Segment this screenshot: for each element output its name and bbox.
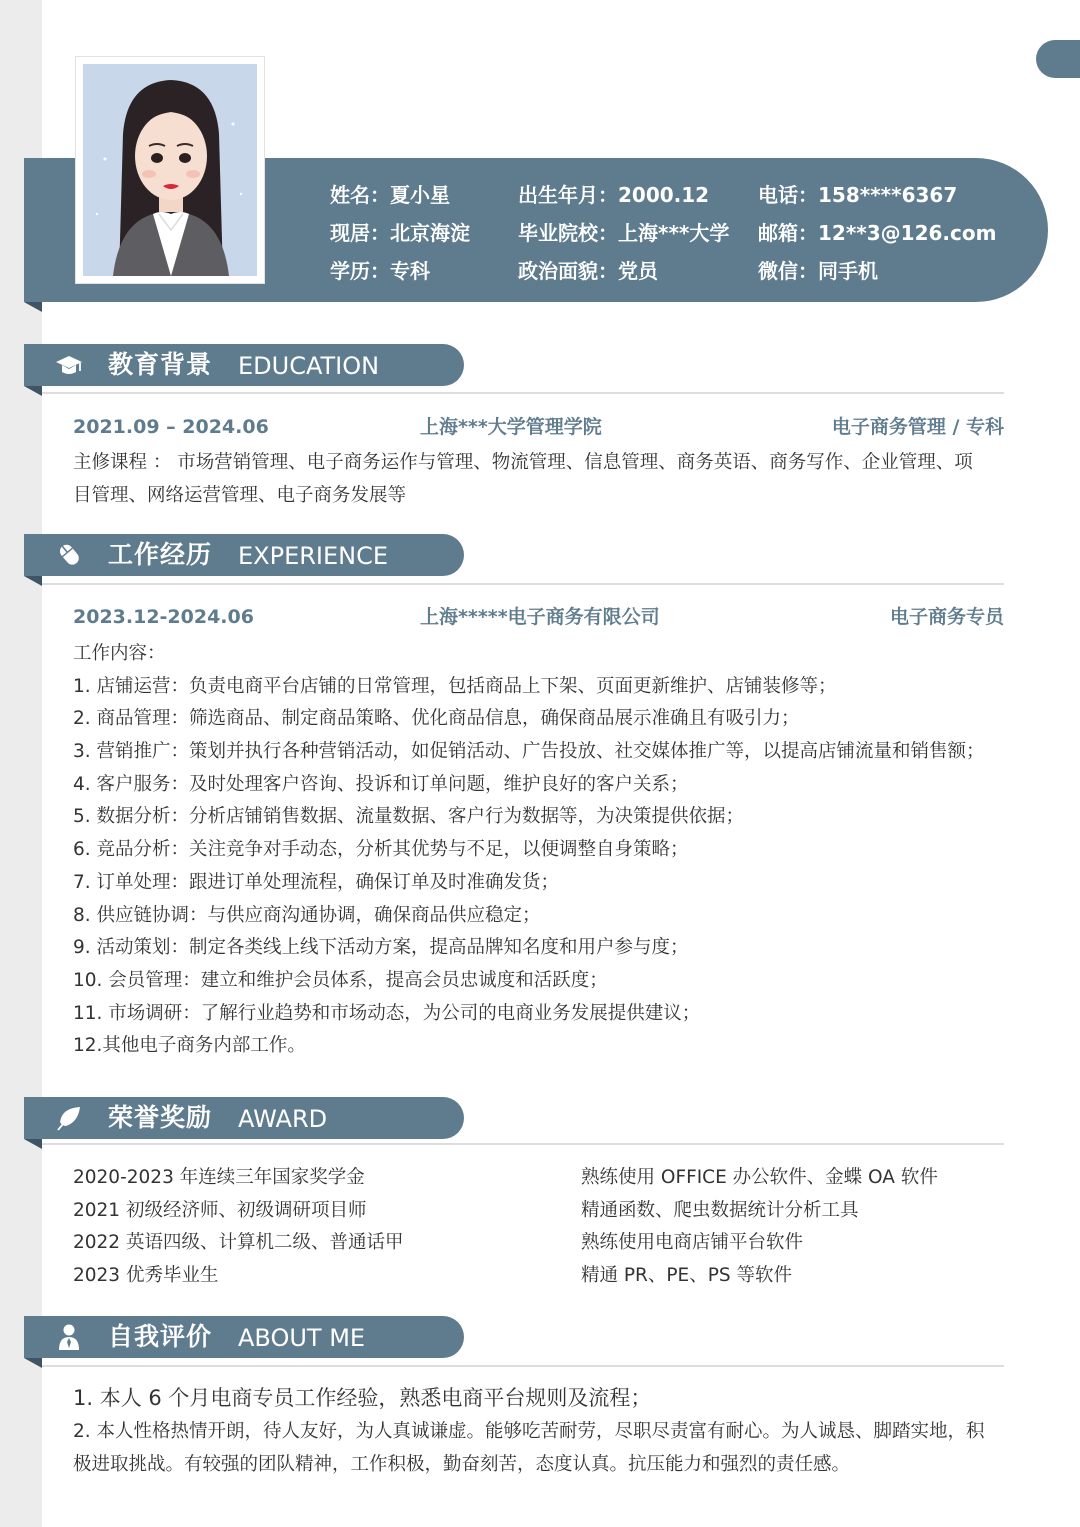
section-header-award (24, 1097, 464, 1139)
duty-line: 5. 数据分析：分析店铺销售数据、流量数据、客户行为数据等，为决策提供依据； (73, 806, 745, 828)
info-wechat: 微信：同手机 (758, 259, 878, 283)
education-courses (73, 447, 1008, 512)
section-fold-decoration (24, 576, 42, 586)
education-major: 电子商务管理 / 专科 (831, 416, 1004, 438)
education-entry-header (73, 412, 1004, 442)
award-item: 2021 初级经济师、初级调研项目师 (73, 1199, 367, 1221)
experience-position: 电子商务专员 (889, 606, 1004, 628)
experience-period: 2023.12-2024.06 (73, 606, 254, 628)
info-political: 政治面貌：党员 (518, 259, 658, 283)
duty-line: 11. 市场调研：了解行业趋势和市场动态，为公司的电商业务发展提供建议； (73, 1002, 701, 1024)
graduation-cap-icon (54, 351, 84, 379)
duty-line: 10. 会员管理：建立和维护会员体系，提高会员忠诚度和活跃度； (73, 969, 608, 991)
info-residence: 现居：北京海淀 (330, 221, 470, 245)
skill-item: 精通 PR、PE、PS 等软件 (581, 1265, 793, 1287)
about-line: 2. 本人性格热情开朗，待人友好，为人真诚谦虚。能够吃苦耐劳，尽职尽责富有耐心。为人诚恳、脚踏实地，积 (73, 1421, 985, 1442)
section-title-cn: 教育背景 (108, 350, 213, 379)
experience-duties (73, 638, 1008, 1063)
experience-entry-header (73, 602, 1004, 632)
duty-line: 6. 竞品分析：关注竞争对手动态，分析其优势与不足，以便调整自身策略； (73, 839, 689, 861)
profile-photo (83, 64, 257, 276)
section-divider (42, 1365, 1004, 1367)
about-line: 极进取挑战。有较强的团队精神，工作积极，勤奋刻苦，态度认真。抗压能力和强烈的责任感。 (73, 1454, 851, 1475)
skill-item: 精通函数、爬虫数据统计分析工具 (581, 1199, 859, 1221)
duty-line: 3. 营销推广：策划并执行各种营销活动，如促销活动、广告投放、社交媒体推广等，以提高店铺流量和销售额； (73, 741, 985, 763)
section-header-experience (24, 534, 464, 576)
section-fold-decoration (24, 386, 42, 396)
info-degree: 学历：专科 (330, 259, 430, 283)
experience-company: 上海*****电子商务有限公司 (420, 606, 660, 628)
award-list-left (73, 1162, 403, 1293)
duty-line: 9. 活动策划：制定各类线上线下活动方案，提高品牌知名度和用户参与度； (73, 937, 689, 959)
duty-line: 8. 供应链协调：与供应商沟通协调，确保商品供应稳定； (73, 904, 541, 926)
header-fold-decoration (24, 302, 42, 312)
about-me-text (73, 1381, 1008, 1481)
info-school: 毕业院校：上海***大学 (518, 221, 730, 245)
portrait-illustration (83, 64, 257, 276)
award-item: 2022 英语四级、计算机二级、普通话甲 (73, 1232, 404, 1254)
skill-list-right (581, 1162, 938, 1293)
award-item: 2020-2023 年连续三年国家奖学金 (73, 1167, 365, 1188)
person-icon (54, 1323, 84, 1351)
section-divider (42, 392, 1004, 394)
corner-tab-decoration (1036, 40, 1080, 78)
info-email: 邮箱：12**3@126.com (758, 221, 997, 245)
info-phone: 电话：158****6367 (758, 183, 958, 207)
skill-item: 熟练使用 OFFICE 办公软件、金蝶 OA 软件 (581, 1167, 938, 1188)
section-divider (42, 583, 1004, 585)
duty-line: 工作内容： (73, 643, 166, 664)
section-header-education (24, 344, 464, 386)
section-fold-decoration (24, 1139, 42, 1149)
section-title-cn: 荣誉奖励 (108, 1103, 213, 1132)
award-item: 2023 优秀毕业生 (73, 1265, 219, 1287)
section-fold-decoration (24, 1358, 42, 1368)
courses-line: 目管理、网络运营管理、电子商务发展等 (73, 484, 407, 506)
mouse-icon (54, 541, 84, 569)
profile-photo-frame (76, 57, 264, 283)
education-period: 2021.09 – 2024.06 (73, 416, 269, 438)
courses-line: 主修课程 ： 市场营销管理、电子商务运作与管理、物流管理、信息管理、商务英语、商务写作、企业管理、项 (73, 452, 973, 473)
section-title-cn: 自我评价 (108, 1322, 213, 1351)
skill-item: 熟练使用电商店铺平台软件 (581, 1232, 804, 1254)
section-title-cn: 工作经历 (108, 540, 213, 569)
duty-line: 7. 订单处理：跟进订单处理流程，确保订单及时准确发货； (73, 871, 560, 893)
duty-line: 4. 客户服务：及时处理客户咨询、投诉和订单问题，维护良好的客户关系； (73, 773, 689, 795)
info-birth: 出生年月：2000.12 (518, 183, 710, 207)
section-divider (42, 1143, 1004, 1145)
section-title-en: ABOUT ME (238, 1324, 366, 1352)
duty-line: 2. 商品管理：筛选商品、制定商品策略、优化商品信息，确保商品展示准确且有吸引力； (73, 708, 800, 730)
section-title-en: EXPERIENCE (238, 542, 389, 570)
section-title-en: EDUCATION (238, 352, 380, 380)
personal-info-grid (330, 176, 1020, 290)
duty-line: 12.其他电子商务内部工作。 (73, 1035, 306, 1057)
info-name: 姓名：夏小星 (330, 183, 450, 207)
leaf-icon (54, 1104, 84, 1132)
section-title-en: AWARD (238, 1105, 328, 1133)
section-header-about (24, 1316, 464, 1358)
about-line: 1. 本人 6 个月电商专员工作经验，熟悉电商平台规则及流程； (73, 1386, 652, 1410)
duty-line: 1. 店铺运营：负责电商平台店铺的日常管理，包括商品上下架、页面更新维护、店铺装修等； (73, 675, 837, 697)
education-school: 上海***大学管理学院 (420, 416, 602, 438)
